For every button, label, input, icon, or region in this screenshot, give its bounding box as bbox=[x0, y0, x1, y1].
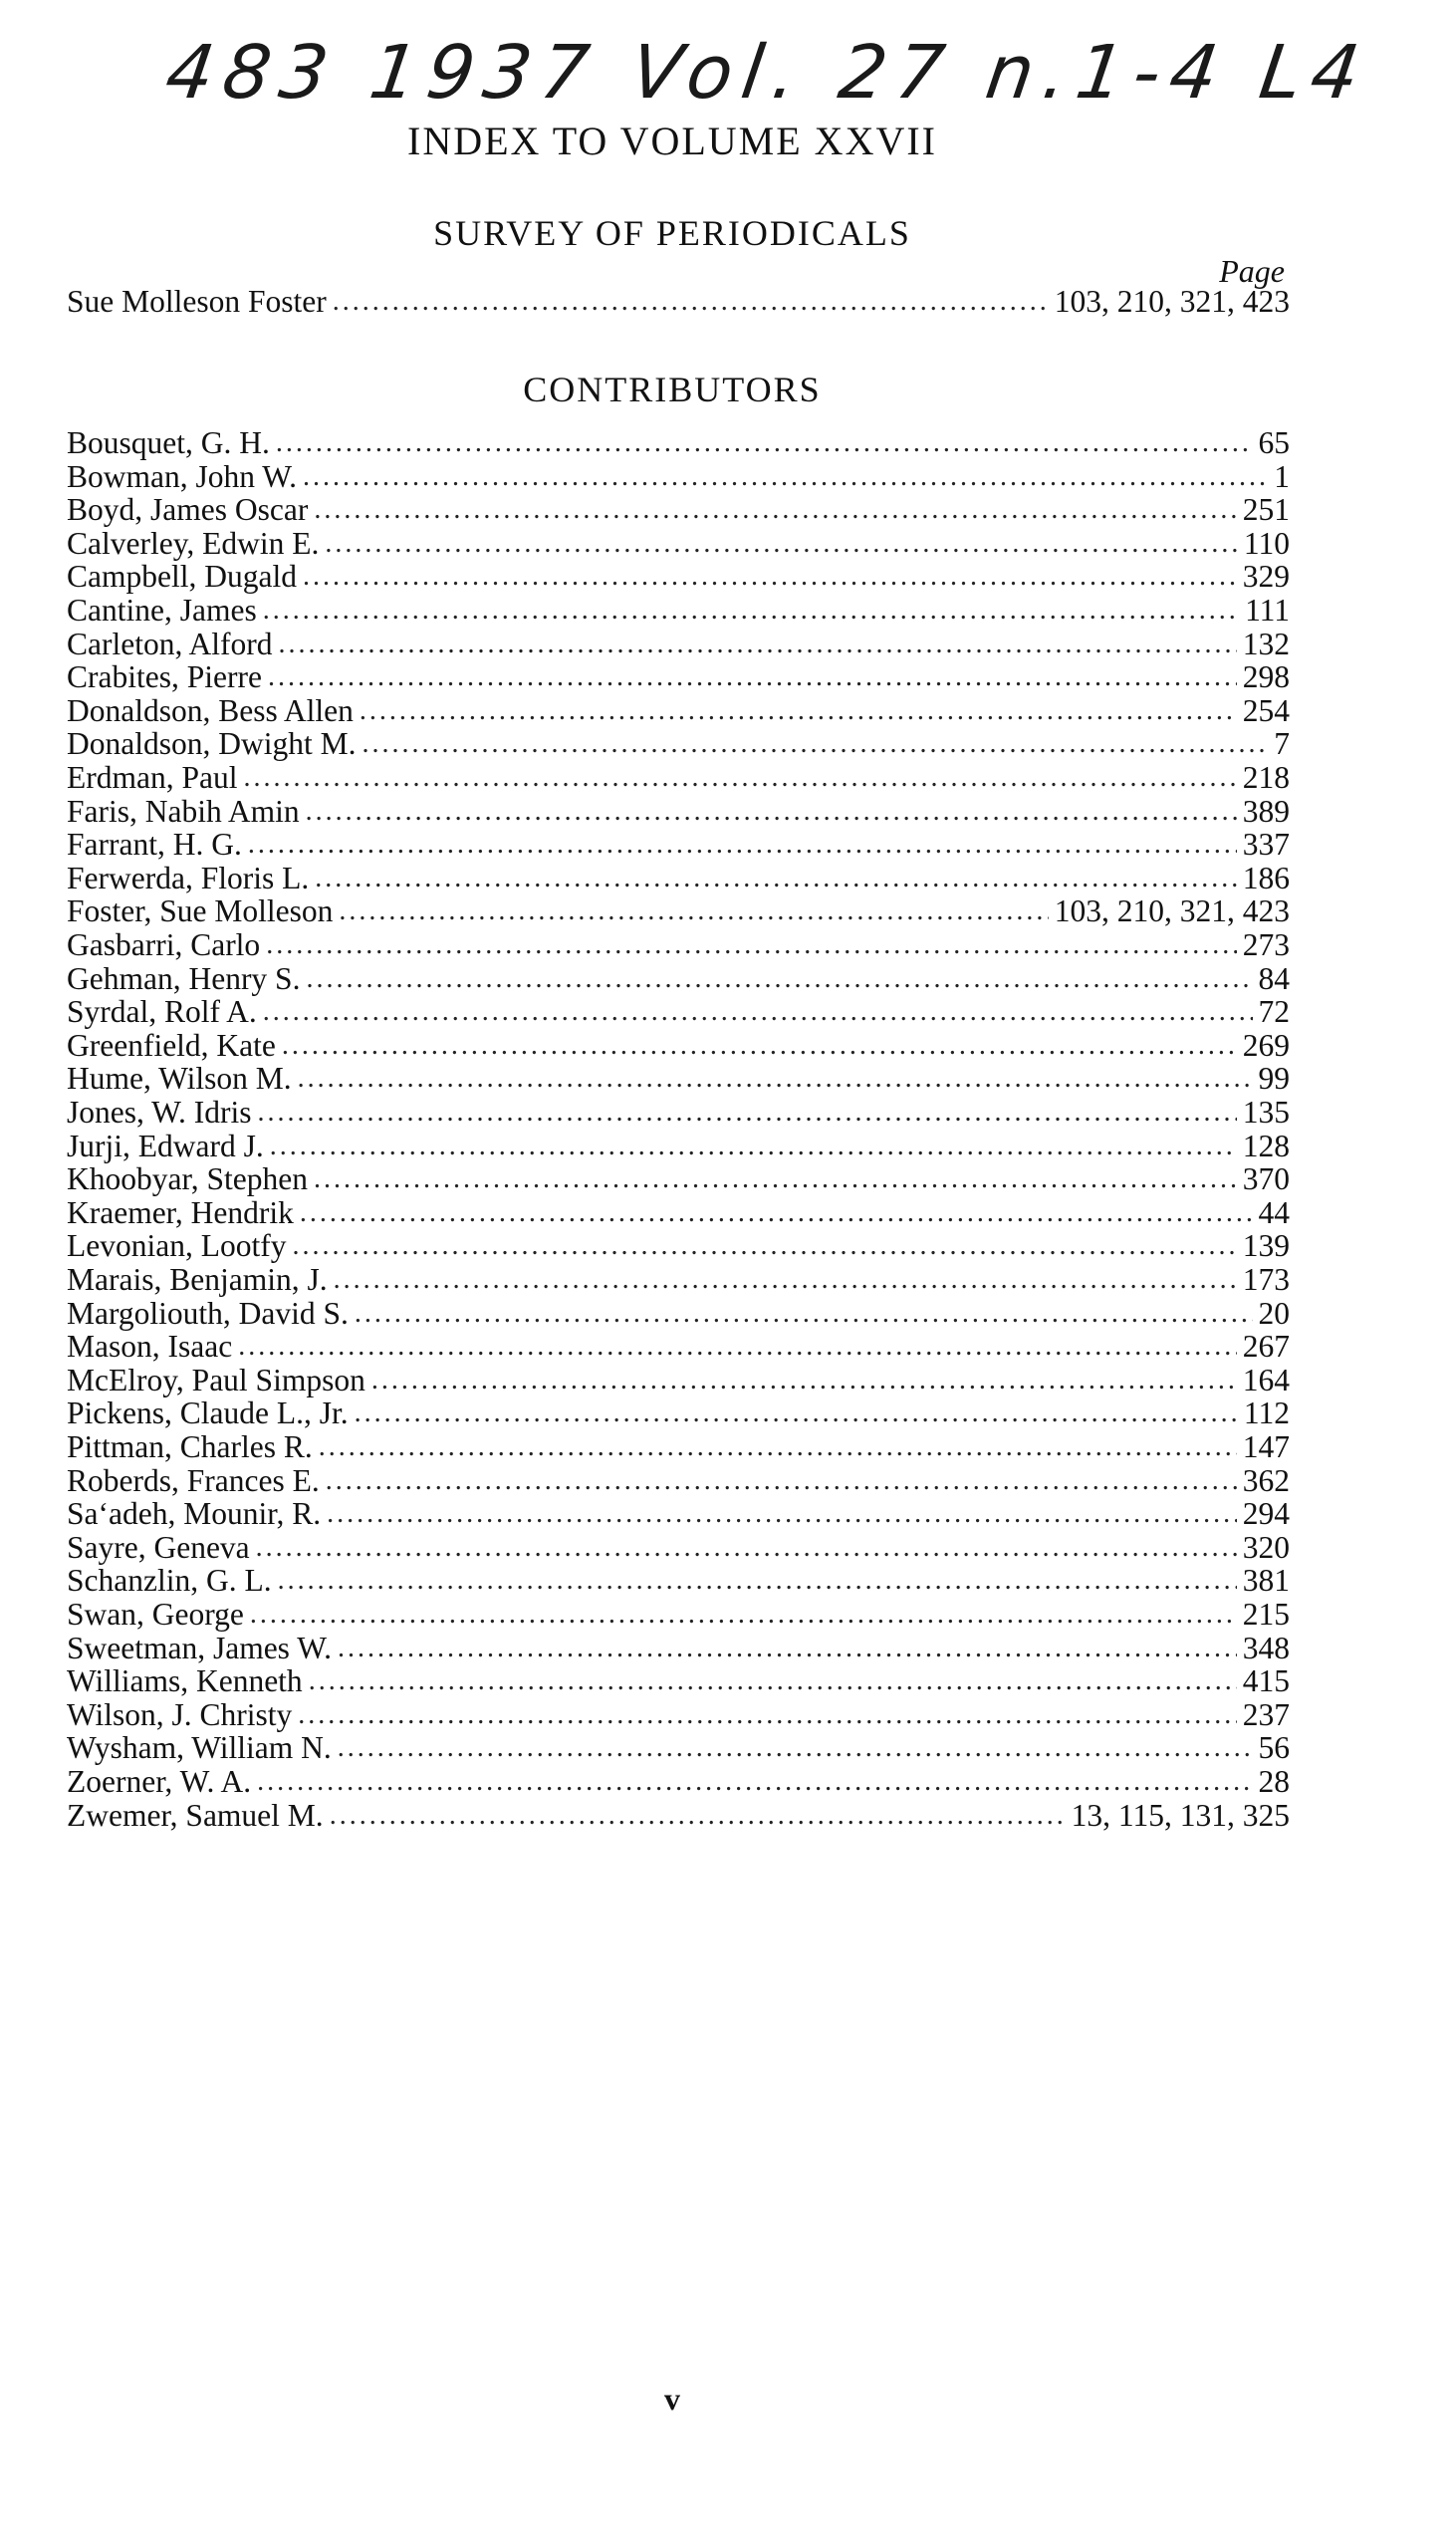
contributor-name: Sweetman, James W. bbox=[67, 1630, 332, 1665]
dot-leader bbox=[309, 1664, 1237, 1697]
contributor-pages: 13, 115, 131, 325 bbox=[1071, 1797, 1290, 1833]
dot-leader bbox=[298, 1062, 1253, 1095]
dot-leader bbox=[360, 694, 1237, 727]
contributor-pages: 20 bbox=[1258, 1295, 1290, 1331]
contributor-name: Donaldson, Dwight M. bbox=[67, 726, 357, 762]
contributor-name: Khoobyar, Stephen bbox=[67, 1161, 308, 1197]
contributor-entry bbox=[67, 1029, 1290, 1062]
dot-leader bbox=[338, 1731, 1253, 1764]
contributor-pages: 215 bbox=[1242, 1597, 1290, 1632]
dot-leader bbox=[250, 1598, 1237, 1631]
contributor-entry bbox=[67, 828, 1290, 861]
contributor-name: Pittman, Charles R. bbox=[67, 1429, 313, 1464]
contributor-entry bbox=[67, 1497, 1290, 1530]
contributor-pages: 329 bbox=[1242, 559, 1290, 595]
dot-leader bbox=[263, 594, 1239, 627]
contributor-pages: 7 bbox=[1274, 726, 1290, 762]
survey-entry bbox=[67, 285, 1290, 318]
dot-leader bbox=[282, 1029, 1237, 1062]
dot-leader bbox=[315, 862, 1237, 894]
dot-leader bbox=[248, 828, 1237, 861]
contributor-entry bbox=[67, 1062, 1290, 1095]
contributor-entry bbox=[67, 795, 1290, 828]
dot-leader bbox=[355, 1396, 1238, 1429]
contributor-entry bbox=[67, 928, 1290, 961]
contributor-name: Sayre, Geneva bbox=[67, 1529, 250, 1565]
contributor-entry bbox=[67, 1464, 1290, 1497]
contributor-name: Crabites, Pierre bbox=[67, 659, 262, 695]
contributor-entry bbox=[67, 1162, 1290, 1195]
contributor-pages: 65 bbox=[1258, 425, 1290, 460]
dot-leader bbox=[330, 1799, 1066, 1832]
contributor-entry bbox=[67, 628, 1290, 660]
contributor-pages: 237 bbox=[1242, 1696, 1290, 1732]
contributor-pages: 348 bbox=[1242, 1630, 1290, 1665]
contributor-name: Wysham, William N. bbox=[67, 1730, 332, 1766]
dot-leader bbox=[292, 1229, 1236, 1262]
contributor-name: McElroy, Paul Simpson bbox=[67, 1362, 365, 1397]
contributor-pages: 320 bbox=[1242, 1529, 1290, 1565]
contributor-pages: 415 bbox=[1242, 1663, 1290, 1699]
contributor-entry bbox=[67, 1664, 1290, 1697]
contributor-pages: 112 bbox=[1243, 1395, 1290, 1431]
contributor-entry bbox=[67, 460, 1290, 493]
contributor-entry bbox=[67, 995, 1290, 1028]
contributor-name: Boyd, James Oscar bbox=[67, 492, 309, 528]
contributor-name: Cantine, James bbox=[67, 593, 257, 628]
contributor-pages: 273 bbox=[1242, 927, 1290, 962]
dot-leader bbox=[314, 493, 1236, 526]
dot-leader bbox=[333, 285, 1049, 318]
dot-leader bbox=[238, 1330, 1237, 1363]
page-number: v bbox=[664, 2381, 680, 2416]
dot-leader bbox=[258, 1096, 1237, 1129]
contributor-pages: 173 bbox=[1242, 1262, 1290, 1297]
contributor-name: Wilson, J. Christy bbox=[67, 1696, 293, 1732]
contributor-pages: 381 bbox=[1242, 1563, 1290, 1599]
contributor-name: Marais, Benjamin, J. bbox=[67, 1262, 328, 1297]
contributor-name: Zwemer, Samuel M. bbox=[67, 1797, 324, 1833]
contributor-entry bbox=[67, 1698, 1290, 1731]
contributor-name: Faris, Nabih Amin bbox=[67, 793, 300, 829]
contributor-name: Bousquet, G. H. bbox=[67, 425, 270, 460]
contributor-entry bbox=[67, 1430, 1290, 1463]
contributor-entry bbox=[67, 1564, 1290, 1597]
contributor-pages: 269 bbox=[1242, 1027, 1290, 1063]
dot-leader bbox=[278, 628, 1236, 660]
dot-leader bbox=[256, 1531, 1237, 1564]
contributor-pages: 56 bbox=[1258, 1730, 1290, 1766]
dot-leader bbox=[319, 1430, 1237, 1463]
contributor-pages: 389 bbox=[1242, 793, 1290, 829]
contributor-name: Gasbarri, Carlo bbox=[67, 927, 261, 962]
contributor-name: Jones, W. Idris bbox=[67, 1095, 252, 1130]
dot-leader bbox=[270, 1130, 1237, 1162]
contributor-entry bbox=[67, 1364, 1290, 1396]
contributor-pages: 362 bbox=[1242, 1462, 1290, 1498]
dot-leader bbox=[263, 995, 1253, 1028]
dot-leader bbox=[326, 1464, 1237, 1497]
contributor-entry bbox=[67, 962, 1290, 995]
contributor-pages: 72 bbox=[1258, 994, 1290, 1030]
contributor-pages: 294 bbox=[1242, 1496, 1290, 1532]
dot-leader bbox=[338, 1632, 1237, 1664]
contributor-name: Carleton, Alford bbox=[67, 626, 273, 661]
contributor-entry bbox=[67, 493, 1290, 526]
dot-leader bbox=[339, 894, 1048, 927]
contributor-name: Kraemer, Hendrik bbox=[67, 1194, 294, 1230]
contributor-entry bbox=[67, 527, 1290, 560]
contributor-pages: 99 bbox=[1258, 1061, 1290, 1097]
contributor-pages: 251 bbox=[1242, 492, 1290, 528]
contributor-pages: 135 bbox=[1242, 1095, 1290, 1130]
handwritten-catalog-note: 483 1937 Vol. 27 n.1-4 L4 bbox=[160, 30, 1375, 116]
contributors-heading: CONTRIBUTORS bbox=[523, 370, 822, 409]
contributor-pages: 370 bbox=[1242, 1161, 1290, 1197]
contributor-name: Margoliouth, David S. bbox=[67, 1295, 349, 1331]
contributor-name: Bowman, John W. bbox=[67, 458, 298, 494]
contributor-entry bbox=[67, 894, 1290, 927]
dot-leader bbox=[355, 1297, 1253, 1330]
contributor-entry bbox=[67, 1263, 1290, 1296]
dot-leader bbox=[334, 1263, 1237, 1296]
contributor-entry bbox=[67, 1196, 1290, 1229]
contributor-name: Syrdal, Rolf A. bbox=[67, 994, 257, 1030]
contributor-entry bbox=[67, 1765, 1290, 1798]
contributors-list bbox=[0, 426, 1456, 1841]
contributor-entry bbox=[67, 1799, 1290, 1832]
dot-leader bbox=[243, 761, 1236, 794]
contributor-pages: 132 bbox=[1242, 626, 1290, 661]
contributor-name: Pickens, Claude L., Jr. bbox=[67, 1395, 349, 1431]
contributor-entry bbox=[67, 1297, 1290, 1330]
contributor-name: Farrant, H. G. bbox=[67, 827, 242, 863]
contributor-name: Jurji, Edward J. bbox=[67, 1128, 264, 1163]
entry-pages: 103, 210, 321, 423 bbox=[1054, 284, 1290, 319]
contributor-entry bbox=[67, 660, 1290, 693]
dot-leader bbox=[306, 795, 1237, 828]
contributor-entry bbox=[67, 694, 1290, 727]
contributor-name: Gehman, Henry S. bbox=[67, 960, 301, 996]
contributor-name: Schanzlin, G. L. bbox=[67, 1563, 272, 1599]
contributor-pages: 28 bbox=[1258, 1764, 1290, 1799]
contributor-entry bbox=[67, 862, 1290, 894]
contributor-name: Williams, Kenneth bbox=[67, 1663, 303, 1699]
dot-leader bbox=[300, 1196, 1253, 1229]
contributor-name: Ferwerda, Floris L. bbox=[67, 860, 310, 895]
contributor-name: Levonian, Lootfy bbox=[67, 1228, 287, 1264]
contributor-name: Mason, Isaac bbox=[67, 1329, 233, 1365]
contributor-pages: 84 bbox=[1258, 960, 1290, 996]
contributor-pages: 337 bbox=[1242, 827, 1290, 863]
contributor-pages: 186 bbox=[1242, 860, 1290, 895]
contributor-entry bbox=[67, 1096, 1290, 1129]
contributor-entry bbox=[67, 1731, 1290, 1764]
dot-leader bbox=[257, 1765, 1252, 1798]
dot-leader bbox=[298, 1698, 1236, 1731]
contributor-pages: 164 bbox=[1242, 1362, 1290, 1397]
contributor-name: Swan, George bbox=[67, 1597, 244, 1632]
page-title: INDEX TO VOLUME XXVII bbox=[407, 119, 937, 163]
contributor-pages: 139 bbox=[1242, 1228, 1290, 1264]
dot-leader bbox=[306, 962, 1252, 995]
contributor-entry bbox=[67, 426, 1290, 459]
contributor-entry bbox=[67, 761, 1290, 794]
contributor-pages: 1 bbox=[1274, 458, 1290, 494]
contributor-name: Erdman, Paul bbox=[67, 760, 238, 795]
contributor-pages: 103, 210, 321, 423 bbox=[1054, 893, 1290, 929]
dot-leader bbox=[363, 727, 1269, 760]
dot-leader bbox=[268, 660, 1237, 693]
contributor-entry bbox=[67, 1632, 1290, 1664]
contributor-entry bbox=[67, 560, 1290, 593]
dot-leader bbox=[325, 527, 1238, 560]
contributor-pages: 254 bbox=[1242, 692, 1290, 728]
dot-leader bbox=[278, 1564, 1237, 1597]
dot-leader bbox=[303, 560, 1237, 593]
contributor-name: Sa‘adeh, Mounir, R. bbox=[67, 1496, 322, 1532]
contributor-pages: 44 bbox=[1258, 1194, 1290, 1230]
contributor-name: Roberds, Frances E. bbox=[67, 1462, 320, 1498]
contributor-entry bbox=[67, 1130, 1290, 1162]
contributor-name: Hume, Wilson M. bbox=[67, 1061, 292, 1097]
contributor-entry bbox=[67, 1330, 1290, 1363]
contributor-pages: 267 bbox=[1242, 1329, 1290, 1365]
contributor-name: Foster, Sue Molleson bbox=[67, 893, 334, 929]
contributor-name: Zoerner, W. A. bbox=[67, 1764, 252, 1799]
contributor-entry bbox=[67, 594, 1290, 627]
dot-leader bbox=[303, 460, 1268, 493]
page-column-label: Page bbox=[1219, 253, 1285, 289]
dot-leader bbox=[314, 1162, 1237, 1195]
dot-leader bbox=[327, 1497, 1237, 1530]
contributor-name: Donaldson, Bess Allen bbox=[67, 692, 354, 728]
contributor-entry bbox=[67, 727, 1290, 760]
dot-leader bbox=[371, 1364, 1237, 1396]
entry-name: Sue Molleson Foster bbox=[67, 284, 327, 319]
contributor-name: Greenfield, Kate bbox=[67, 1027, 276, 1063]
contributor-pages: 128 bbox=[1242, 1128, 1290, 1163]
contributor-entry bbox=[67, 1229, 1290, 1262]
contributor-name: Calverley, Edwin E. bbox=[67, 525, 320, 561]
dot-leader bbox=[266, 928, 1237, 961]
contributor-entry bbox=[67, 1531, 1290, 1564]
contributor-pages: 110 bbox=[1243, 525, 1290, 561]
contributor-name: Campbell, Dugald bbox=[67, 559, 297, 595]
dot-leader bbox=[276, 426, 1253, 459]
survey-heading: SURVEY OF PERIODICALS bbox=[433, 213, 911, 253]
contributor-pages: 147 bbox=[1242, 1429, 1290, 1464]
contributor-entry bbox=[67, 1396, 1290, 1429]
contributor-pages: 298 bbox=[1242, 659, 1290, 695]
contributor-entry bbox=[67, 1598, 1290, 1631]
contributor-pages: 111 bbox=[1245, 593, 1290, 628]
contributor-pages: 218 bbox=[1242, 760, 1290, 795]
